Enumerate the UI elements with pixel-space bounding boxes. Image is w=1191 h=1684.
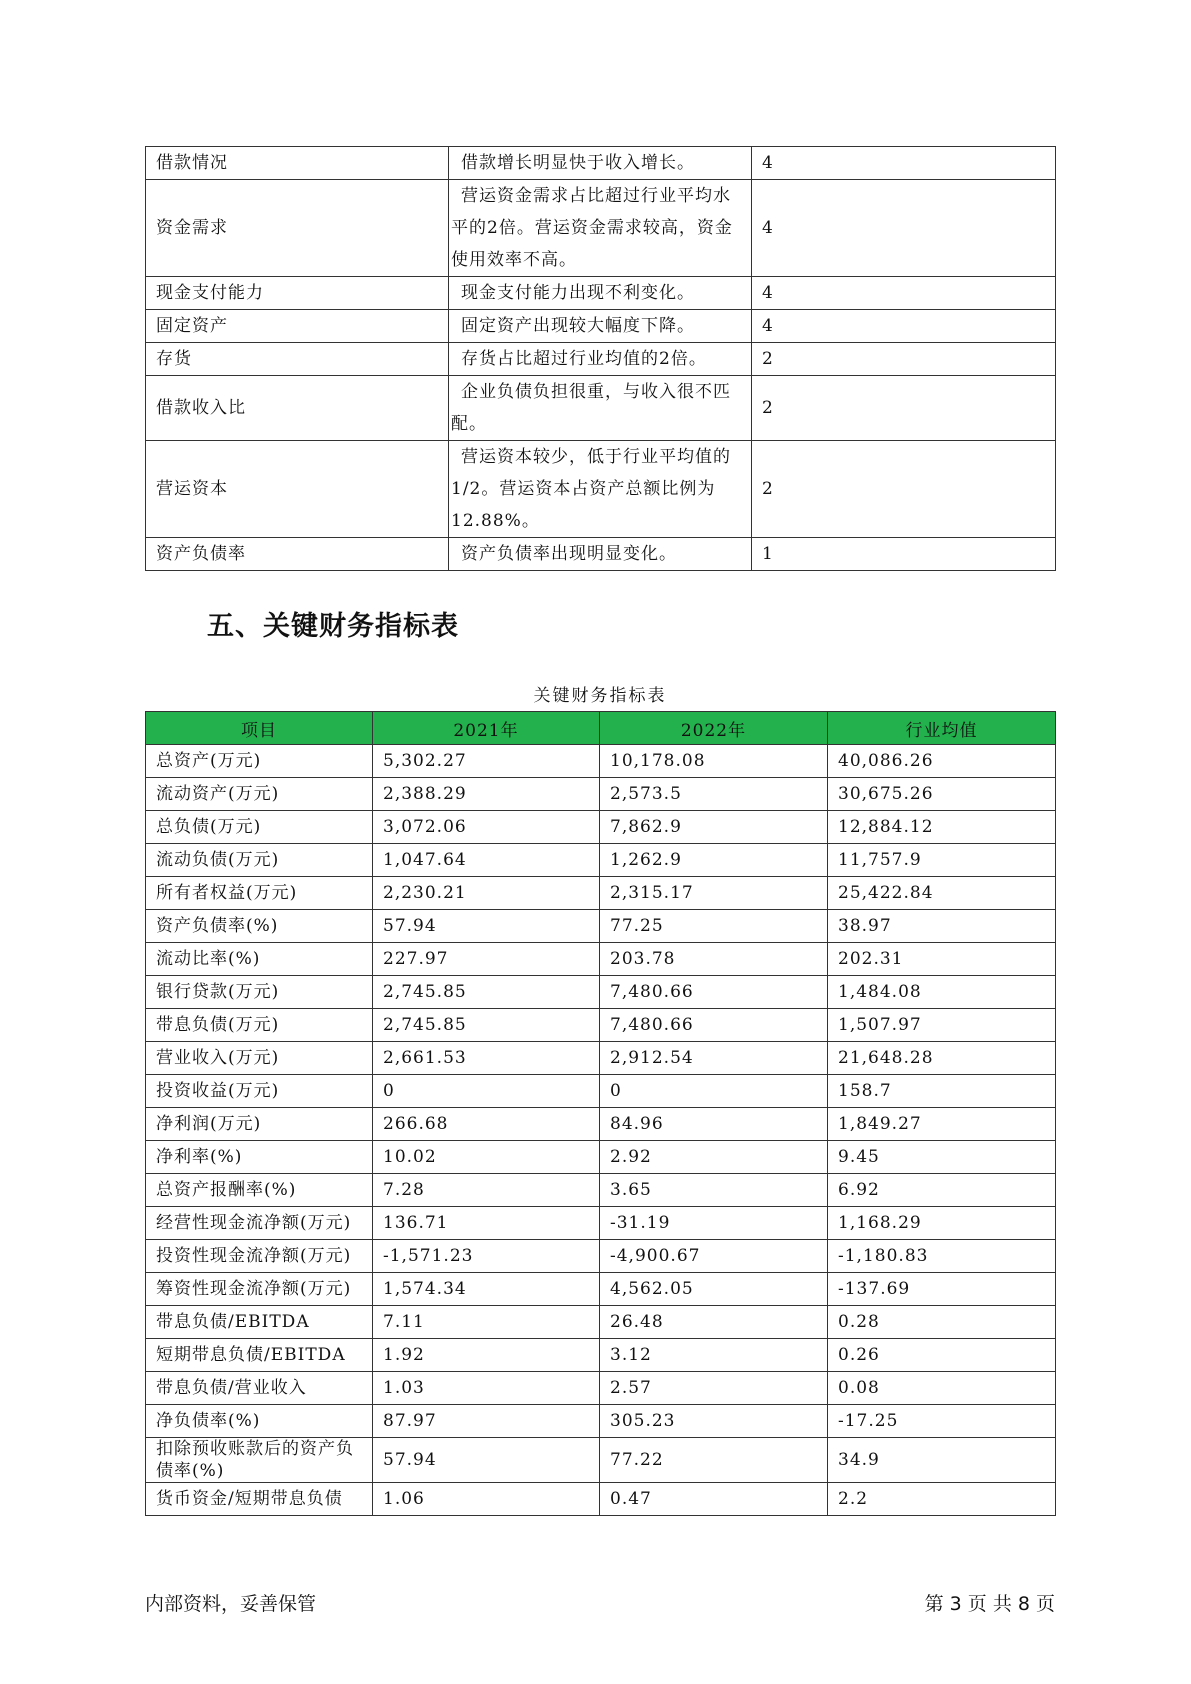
- kpi-item-cell: 货币资金/短期带息负债: [146, 1483, 373, 1516]
- kpi-item-cell: 带息负债/营业收入: [146, 1372, 373, 1405]
- risk-score-cell: 1: [752, 538, 1056, 571]
- table-row: [146, 1075, 1056, 1108]
- kpi-2022-cell: 2,315.17: [600, 877, 828, 910]
- kpi-industry-avg-cell: 9.45: [828, 1141, 1056, 1174]
- table-row: [146, 277, 1056, 310]
- kpi-2022-cell: 2.92: [600, 1141, 828, 1174]
- kpi-table-body: [146, 745, 1056, 1516]
- kpi-industry-avg-cell: 21,648.28: [828, 1042, 1056, 1075]
- risk-item-cell: 资金需求: [146, 180, 449, 277]
- kpi-2021-cell: 2,745.85: [373, 1009, 600, 1042]
- kpi-industry-avg-cell: 11,757.9: [828, 844, 1056, 877]
- kpi-industry-avg-cell: 158.7: [828, 1075, 1056, 1108]
- table-row: [146, 745, 1056, 778]
- table-row: [146, 1372, 1056, 1405]
- kpi-2021-cell: 5,302.27: [373, 745, 600, 778]
- table-row: [146, 976, 1056, 1009]
- kpi-2022-cell: 3.12: [600, 1339, 828, 1372]
- kpi-2021-cell: 227.97: [373, 943, 600, 976]
- kpi-2022-cell: 84.96: [600, 1108, 828, 1141]
- table-row: [146, 1273, 1056, 1306]
- kpi-2021-cell: 2,661.53: [373, 1042, 600, 1075]
- risk-description-cell: 存货占比超过行业均值的2倍。: [449, 343, 752, 376]
- key-financial-indicators-table: [145, 711, 1056, 1516]
- kpi-2022-cell: 2,573.5: [600, 778, 828, 811]
- kpi-industry-avg-cell: 30,675.26: [828, 778, 1056, 811]
- kpi-industry-avg-cell: 0.28: [828, 1306, 1056, 1339]
- risk-description-cell: 企业负债负担很重，与收入很不匹配。: [449, 376, 752, 441]
- table-row: [146, 1483, 1056, 1516]
- kpi-2021-cell: 1.06: [373, 1483, 600, 1516]
- table-row: [146, 538, 1056, 571]
- kpi-industry-avg-cell: 202.31: [828, 943, 1056, 976]
- table-row: [146, 147, 1056, 180]
- kpi-item-cell: 扣除预收账款后的资产负债率(%): [146, 1438, 373, 1483]
- risk-item-cell: 存货: [146, 343, 449, 376]
- kpi-industry-avg-cell: 34.9: [828, 1438, 1056, 1483]
- risk-assessment-table: [145, 146, 1056, 571]
- kpi-industry-avg-cell: 6.92: [828, 1174, 1056, 1207]
- kpi-2021-cell: 7.28: [373, 1174, 600, 1207]
- kpi-2021-cell: 87.97: [373, 1405, 600, 1438]
- kpi-item-cell: 投资性现金流净额(万元): [146, 1240, 373, 1273]
- kpi-2022-cell: 7,480.66: [600, 976, 828, 1009]
- kpi-2021-cell: 10.02: [373, 1141, 600, 1174]
- kpi-header-row: [146, 712, 1056, 745]
- kpi-2021-cell: 57.94: [373, 910, 600, 943]
- table-row: [146, 1207, 1056, 1240]
- kpi-2022-cell: 2,912.54: [600, 1042, 828, 1075]
- kpi-2022-cell: -4,900.67: [600, 1240, 828, 1273]
- kpi-2021-cell: 1,574.34: [373, 1273, 600, 1306]
- kpi-industry-avg-cell: 12,884.12: [828, 811, 1056, 844]
- table-row: [146, 1141, 1056, 1174]
- kpi-2021-cell: 2,230.21: [373, 877, 600, 910]
- risk-item-cell: 现金支付能力: [146, 277, 449, 310]
- kpi-header-item: 项目: [146, 712, 373, 745]
- kpi-item-cell: 流动比率(%): [146, 943, 373, 976]
- kpi-2021-cell: 1,047.64: [373, 844, 600, 877]
- kpi-industry-avg-cell: 1,484.08: [828, 976, 1056, 1009]
- table-row: [146, 1438, 1056, 1483]
- kpi-2022-cell: 26.48: [600, 1306, 828, 1339]
- kpi-item-cell: 筹资性现金流净额(万元): [146, 1273, 373, 1306]
- kpi-2022-cell: 305.23: [600, 1405, 828, 1438]
- kpi-item-cell: 带息负债(万元): [146, 1009, 373, 1042]
- kpi-industry-avg-cell: -17.25: [828, 1405, 1056, 1438]
- risk-description-cell: 借款增长明显快于收入增长。: [449, 147, 752, 180]
- kpi-item-cell: 净利率(%): [146, 1141, 373, 1174]
- risk-item-cell: 营运资本: [146, 441, 449, 538]
- kpi-item-cell: 银行贷款(万元): [146, 976, 373, 1009]
- table-row: [146, 376, 1056, 441]
- kpi-2021-cell: 3,072.06: [373, 811, 600, 844]
- kpi-2021-cell: 0: [373, 1075, 600, 1108]
- kpi-item-cell: 总资产报酬率(%): [146, 1174, 373, 1207]
- risk-score-cell: 2: [752, 376, 1056, 441]
- kpi-item-cell: 流动资产(万元): [146, 778, 373, 811]
- kpi-item-cell: 净负债率(%): [146, 1405, 373, 1438]
- kpi-2022-cell: 4,562.05: [600, 1273, 828, 1306]
- kpi-industry-avg-cell: 1,849.27: [828, 1108, 1056, 1141]
- footer-page-number: 第 3 页 共 8 页: [924, 1593, 1055, 1615]
- table-row: [146, 1108, 1056, 1141]
- table-row: [146, 1339, 1056, 1372]
- table-row: [146, 1174, 1056, 1207]
- risk-item-cell: 借款情况: [146, 147, 449, 180]
- risk-score-cell: 4: [752, 147, 1056, 180]
- kpi-industry-avg-cell: 0.26: [828, 1339, 1056, 1372]
- kpi-header-industry-avg: 行业均值: [828, 712, 1056, 745]
- risk-description-cell: 营运资金需求占比超过行业平均水平的2倍。营运资金需求较高，资金使用效率不高。: [449, 180, 752, 277]
- kpi-industry-avg-cell: -137.69: [828, 1273, 1056, 1306]
- risk-description-cell: 现金支付能力出现不利变化。: [449, 277, 752, 310]
- kpi-industry-avg-cell: 2.2: [828, 1483, 1056, 1516]
- risk-item-cell: 借款收入比: [146, 376, 449, 441]
- kpi-2021-cell: 266.68: [373, 1108, 600, 1141]
- table-row: [146, 1042, 1056, 1075]
- table-row: [146, 1009, 1056, 1042]
- kpi-2021-cell: 1.03: [373, 1372, 600, 1405]
- kpi-2022-cell: 7,862.9: [600, 811, 828, 844]
- kpi-2022-cell: 0: [600, 1075, 828, 1108]
- risk-score-cell: 4: [752, 180, 1056, 277]
- kpi-item-cell: 带息负债/EBITDA: [146, 1306, 373, 1339]
- risk-item-cell: 固定资产: [146, 310, 449, 343]
- kpi-item-cell: 总负债(万元): [146, 811, 373, 844]
- risk-score-cell: 2: [752, 343, 1056, 376]
- table-row: [146, 844, 1056, 877]
- kpi-2021-cell: 2,745.85: [373, 976, 600, 1009]
- kpi-item-cell: 流动负债(万元): [146, 844, 373, 877]
- kpi-2021-cell: 57.94: [373, 1438, 600, 1483]
- kpi-2022-cell: 3.65: [600, 1174, 828, 1207]
- kpi-industry-avg-cell: 0.08: [828, 1372, 1056, 1405]
- table-row: [146, 877, 1056, 910]
- table-row: [146, 811, 1056, 844]
- risk-score-cell: 4: [752, 310, 1056, 343]
- kpi-item-cell: 投资收益(万元): [146, 1075, 373, 1108]
- kpi-item-cell: 净利润(万元): [146, 1108, 373, 1141]
- kpi-item-cell: 总资产(万元): [146, 745, 373, 778]
- kpi-2022-cell: 0.47: [600, 1483, 828, 1516]
- kpi-item-cell: 经营性现金流净额(万元): [146, 1207, 373, 1240]
- kpi-item-cell: 资产负债率(%): [146, 910, 373, 943]
- risk-score-cell: 2: [752, 441, 1056, 538]
- risk-description-cell: 营运资本较少，低于行业平均值的1/2。营运资本占资产总额比例为12.88%。: [449, 441, 752, 538]
- kpi-item-cell: 短期带息负债/EBITDA: [146, 1339, 373, 1372]
- risk-description-cell: 固定资产出现较大幅度下降。: [449, 310, 752, 343]
- risk-table-body: [146, 147, 1056, 571]
- kpi-industry-avg-cell: 1,168.29: [828, 1207, 1056, 1240]
- risk-item-cell: 资产负债率: [146, 538, 449, 571]
- risk-score-cell: 4: [752, 277, 1056, 310]
- kpi-2022-cell: 77.22: [600, 1438, 828, 1483]
- table-row: [146, 1405, 1056, 1438]
- kpi-2021-cell: 7.11: [373, 1306, 600, 1339]
- kpi-2022-cell: 77.25: [600, 910, 828, 943]
- kpi-2022-cell: 2.57: [600, 1372, 828, 1405]
- kpi-item-cell: 所有者权益(万元): [146, 877, 373, 910]
- kpi-industry-avg-cell: 40,086.26: [828, 745, 1056, 778]
- kpi-2022-cell: 203.78: [600, 943, 828, 976]
- table-row: [146, 1306, 1056, 1339]
- kpi-2021-cell: 2,388.29: [373, 778, 600, 811]
- kpi-header-2022: 2022年: [600, 712, 828, 745]
- table-row: [146, 910, 1056, 943]
- kpi-2022-cell: 7,480.66: [600, 1009, 828, 1042]
- kpi-industry-avg-cell: 25,422.84: [828, 877, 1056, 910]
- kpi-2022-cell: 10,178.08: [600, 745, 828, 778]
- kpi-2022-cell: -31.19: [600, 1207, 828, 1240]
- kpi-2022-cell: 1,262.9: [600, 844, 828, 877]
- kpi-industry-avg-cell: 1,507.97: [828, 1009, 1056, 1042]
- table-row: [146, 1240, 1056, 1273]
- table-row: [146, 310, 1056, 343]
- table-row: [146, 343, 1056, 376]
- footer-confidential-note: 内部资料，妥善保管: [145, 1593, 317, 1615]
- risk-description-cell: 资产负债率出现明显变化。: [449, 538, 752, 571]
- table-row: [146, 778, 1056, 811]
- table-row: [146, 180, 1056, 277]
- kpi-header-2021: 2021年: [373, 712, 600, 745]
- kpi-industry-avg-cell: 38.97: [828, 910, 1056, 943]
- kpi-2021-cell: 136.71: [373, 1207, 600, 1240]
- kpi-item-cell: 营业收入(万元): [146, 1042, 373, 1075]
- kpi-2021-cell: 1.92: [373, 1339, 600, 1372]
- table-row: [146, 943, 1056, 976]
- section-heading: 五、关键财务指标表: [207, 611, 459, 642]
- table-caption: 关键财务指标表: [533, 686, 667, 706]
- kpi-industry-avg-cell: -1,180.83: [828, 1240, 1056, 1273]
- kpi-2021-cell: -1,571.23: [373, 1240, 600, 1273]
- table-row: [146, 441, 1056, 538]
